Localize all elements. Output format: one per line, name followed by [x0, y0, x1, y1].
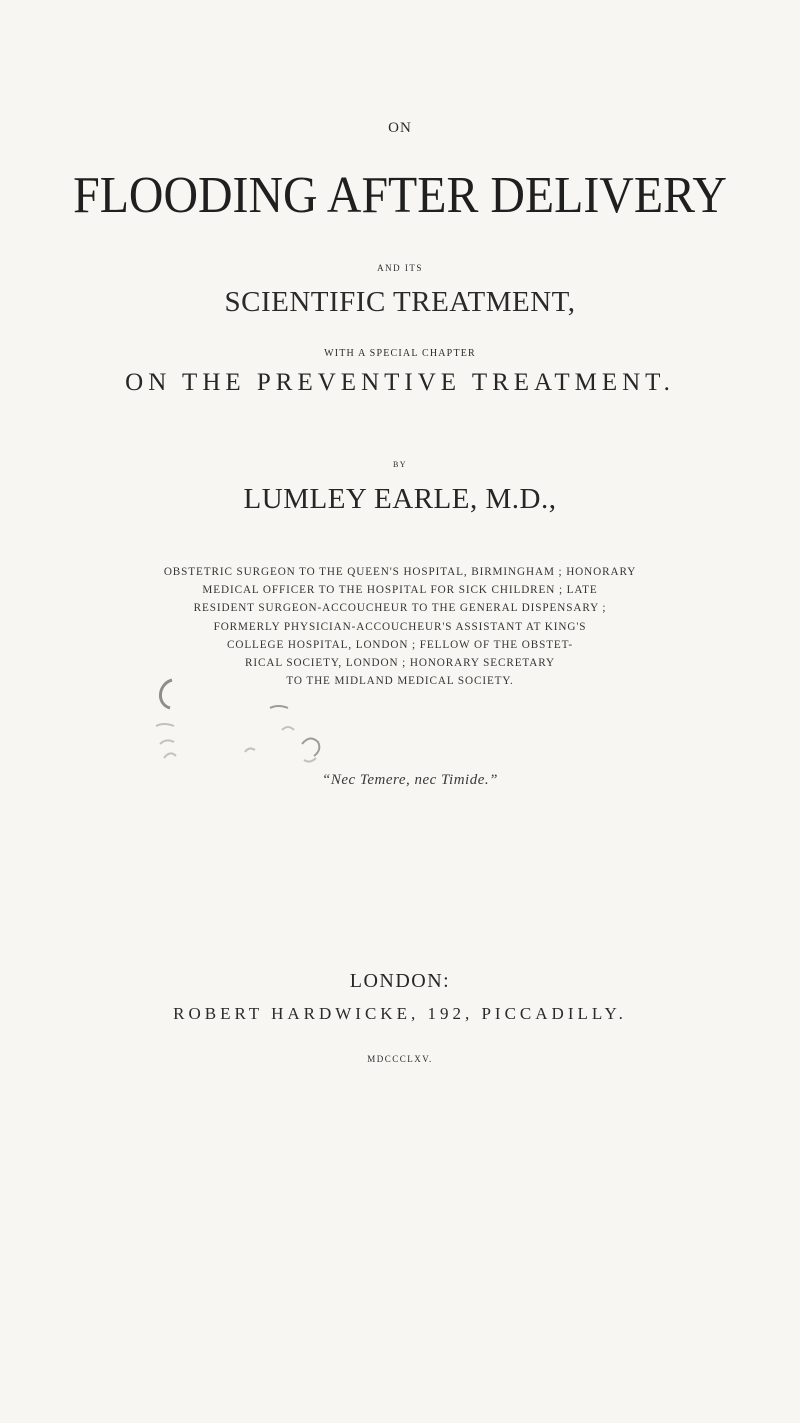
- author-name: LUMLEY EARLE, M.D.,: [243, 483, 557, 515]
- publisher-line: ROBERT HARDWICKE, 192, PICCADILLY.: [173, 1004, 627, 1023]
- book-title: FLOODING AFTER DELIVERY: [73, 167, 727, 224]
- special-chapter-note: WITH A SPECIAL CHAPTER: [324, 348, 476, 359]
- heading-on: ON: [388, 120, 412, 136]
- credential-line: RESIDENT SURGEON-ACCOUCHEUR TO THE GENERAL DISPENSARY ;: [193, 602, 607, 615]
- book-subtitle: SCIENTIFIC TREATMENT,: [224, 286, 576, 318]
- publication-year: MDCCCLXV.: [367, 1054, 433, 1064]
- credential-line: OBSTETRIC SURGEON TO THE QUEEN'S HOSPITAL, BIRMINGHAM ; HONORARY: [163, 566, 637, 578]
- credential-line: FORMERLY PHYSICIAN-ACCOUCHEUR'S ASSISTANT AT KING'S: [213, 620, 587, 633]
- and-its-text: AND ITS: [377, 263, 423, 273]
- preventive-treatment-line: ON THE PREVENTIVE TREATMENT.: [125, 369, 675, 396]
- credential-line: COLLEGE HOSPITAL, LONDON ; FELLOW OF THE OBSTET-: [226, 638, 573, 651]
- imprint-city: LONDON:: [349, 970, 451, 992]
- by-text: BY: [392, 460, 408, 469]
- credential-line: RICAL SOCIETY, LONDON ; HONORARY SECRETARY: [245, 657, 555, 670]
- credential-line: TO THE MIDLAND MEDICAL SOCIETY.: [286, 675, 514, 688]
- author-credentials: [0, 563, 800, 690]
- motto: “Nec Temere, nec Timide.”: [322, 772, 498, 788]
- credential-line: MEDICAL OFFICER TO THE HOSPITAL FOR SICK CHILDREN ; LATE: [202, 584, 598, 597]
